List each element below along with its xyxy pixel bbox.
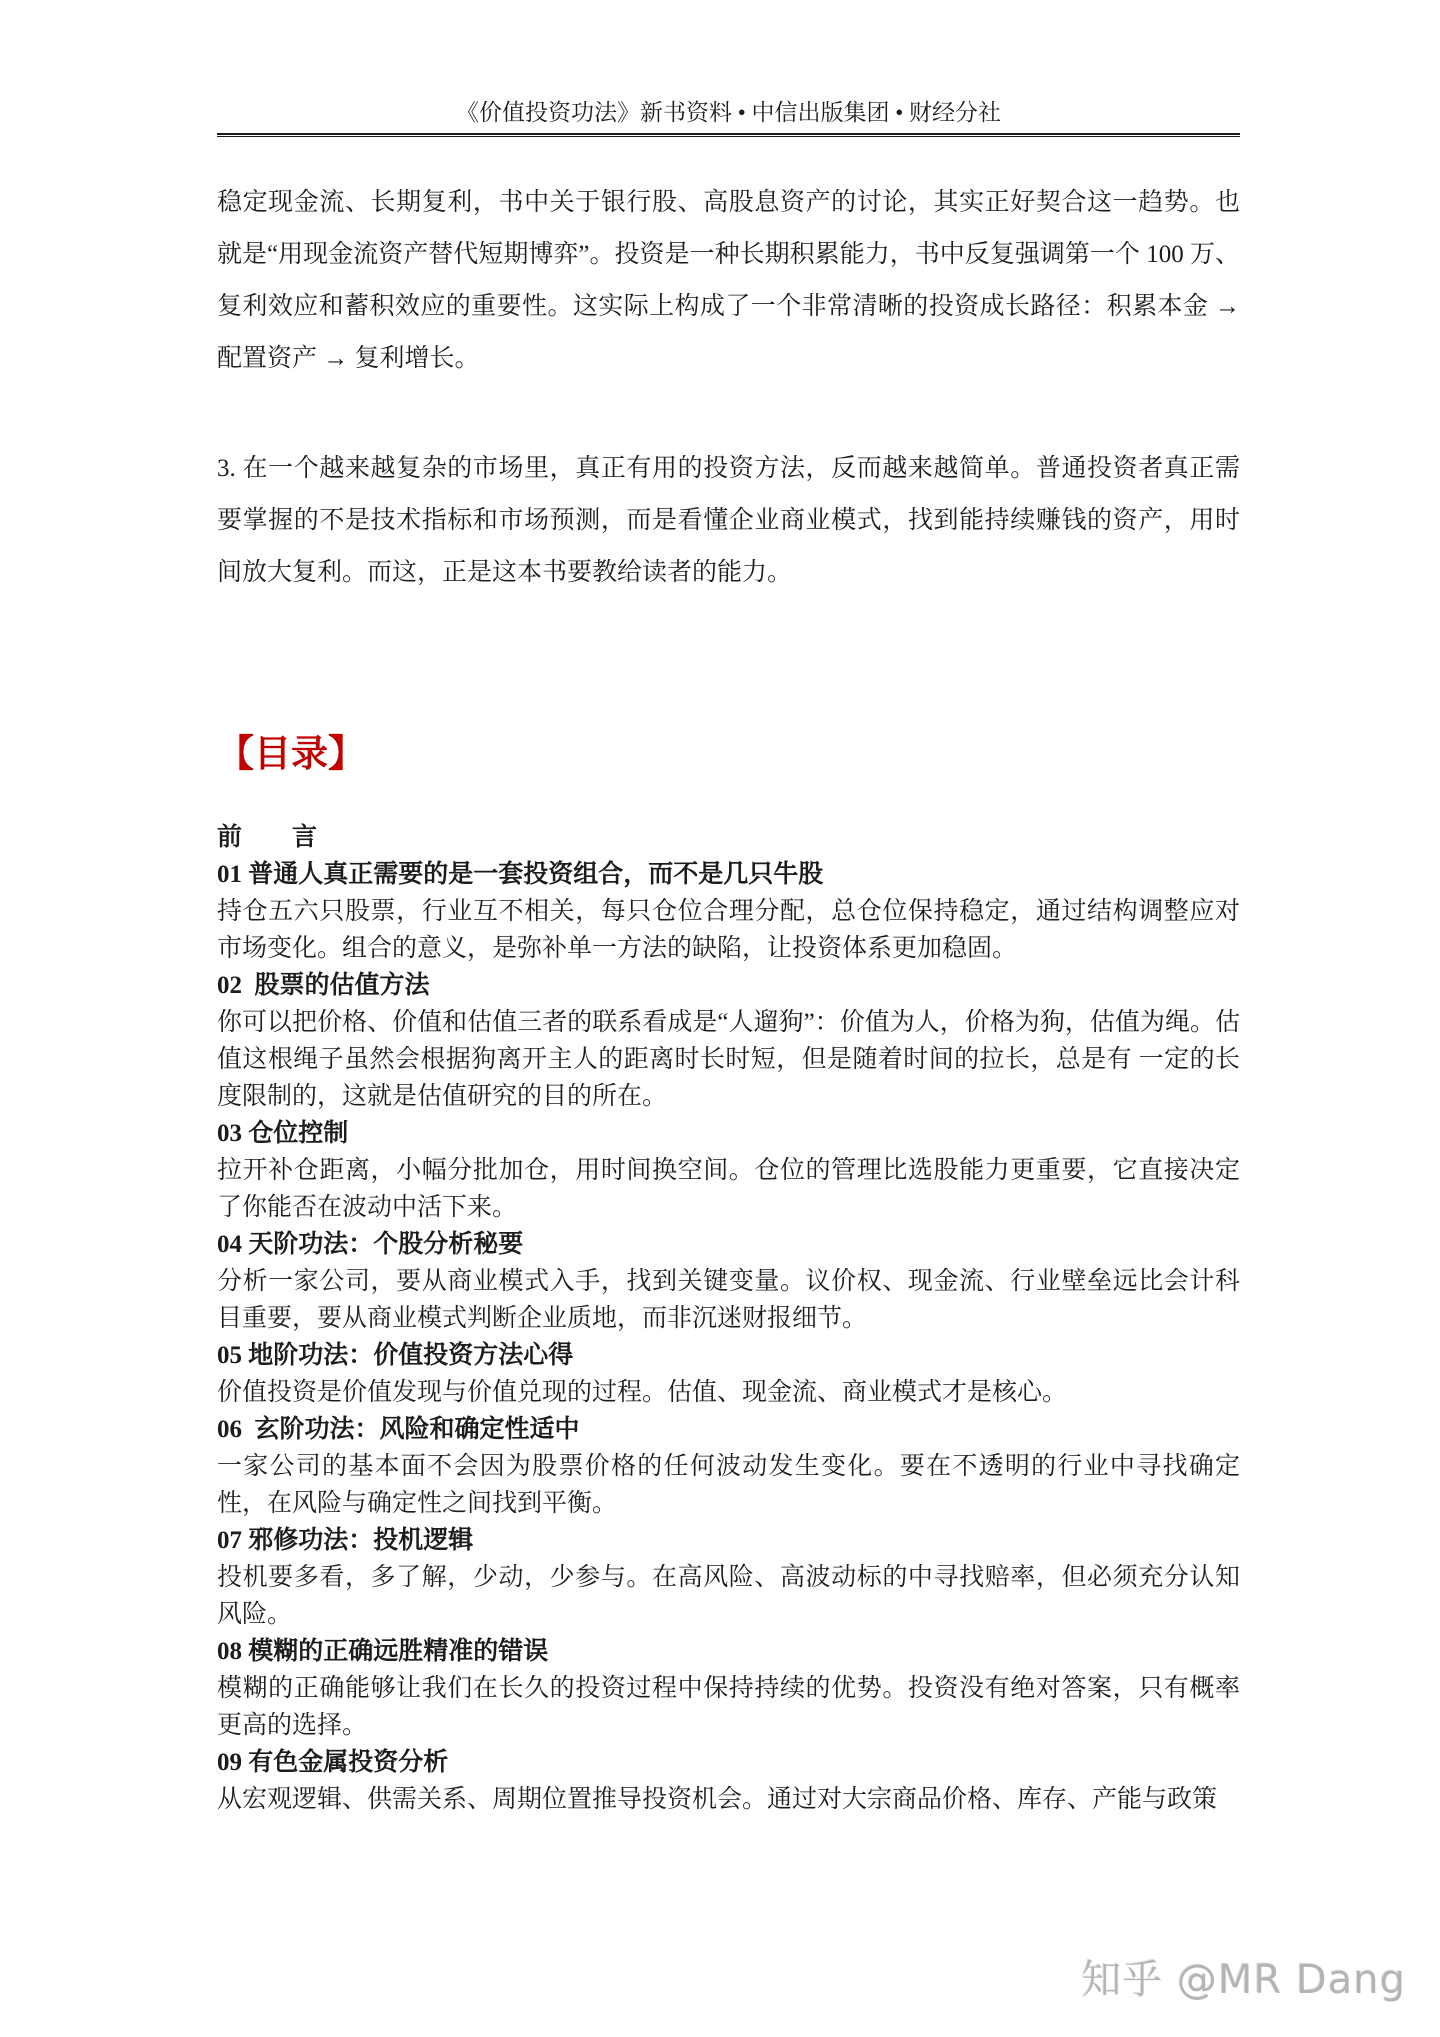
toc-entry [217,1522,1240,1633]
toc-entry-title: 01 普通人真正需要的是一套投资组合，而不是几只牛股 [217,861,824,888]
toc-entry-desc: 从宏观逻辑、供需关系、周期位置推导投资机会。通过对大宗商品价格、库存、产能与政策 [217,1786,1218,1813]
toc-entry-desc: 投机要多看，多了解，少动，少参与。在高风险、高波动标的中寻找赔率，但必须充分认知风险。 [217,1564,1240,1628]
toc-entry [217,1337,1240,1411]
toc-entry-desc: 分析一家公司，要从商业模式入手，找到关键变量。议价权、现金流、行业壁垒远比会计科目重要，要从商业模式判断企业质地，而非沉迷财报细节。 [217,1268,1240,1332]
intro-paragraph-2: 3. 在一个越来越复杂的市场里，真正有用的投资方法，反而越来越简单。普通投资者真正需要掌握的不是技术指标和市场预测，而是看懂企业商业模式，找到能持续赚钱的资产，用时间放大复利。而这，正是这本书要教给读者的能力。 [217,455,1240,586]
toc-entry-desc: 持仓五六只股票，行业互不相关，每只仓位合理分配，总仓位保持稳定，通过结构调整应对市场变化。组合的意义，是弥补单一方法的缺陷，让投资体系更加稳固。 [217,898,1240,962]
toc-entry-title: 08 模糊的正确远胜精准的错误 [217,1638,549,1665]
toc-entry [217,856,1240,967]
toc-heading: 【目录】 [217,734,365,775]
toc-entry [217,1744,1240,1818]
toc-entry-title: 06 玄阶功法：风险和确定性适中 [217,1416,580,1443]
toc-entry-title: 03 仓位控制 [217,1120,349,1147]
watermark: 知乎 @MR Dang [1081,1957,1406,2003]
toc-entry-title: 前 言 [217,824,318,851]
toc-entry [217,1633,1240,1744]
toc-entry [217,819,1240,856]
toc-entry-desc: 你可以把价格、价值和估值三者的联系看成是“人遛狗”：价值为人，价格为狗，估值为绳。估值这根绳子虽然会根据狗离开主人的距离时长时短，但是随着时间的拉长，总是有 一定的长度限制的，这就是估值研究的目的所在。 [217,1009,1240,1110]
page-header: 《价值投资功法》新书资料 • 中信出版集团 • 财经分社 [455,100,1002,125]
toc-entry [217,967,1240,1115]
page-content [217,0,1247,1818]
toc-entry [217,1411,1240,1522]
toc-entry-desc: 价值投资是价值发现与价值兑现的过程。估值、现金流、商业模式才是核心。 [217,1379,1068,1406]
intro-paragraph-1: 稳定现金流、长期复利，书中关于银行股、高股息资产的讨论，其实正好契合这一趋势。也就是“用现金流资产替代短期博弈”。投资是一种长期积累能力，书中反复强调第一个 100 万、复利效应和蓄积效应的重要性。这实际上构成了一个非常清晰的投资成长路径：积累本金 → 配置资产 → 复利增长。 [217,189,1247,372]
toc-entry-title: 04 天阶功法：个股分析秘要 [217,1231,524,1258]
toc-entry-title: 05 地阶功法：价值投资方法心得 [217,1342,574,1369]
toc-entry-desc: 拉开补仓距离，小幅分批加仓，用时间换空间。仓位的管理比选股能力更重要，它直接决定了你能否在波动中活下来。 [217,1157,1240,1221]
header-divider [217,133,1240,137]
toc-entry-title: 09 有色金属投资分析 [217,1749,449,1776]
toc-entry-title: 02 股票的估值方法 [217,972,430,999]
toc-entry-title: 07 邪修功法：投机逻辑 [217,1527,474,1554]
toc-entry [217,1226,1240,1337]
toc-list [217,819,1240,1818]
toc-entry-desc: 一家公司的基本面不会因为股票价格的任何波动发生变化。要在不透明的行业中寻找确定性，在风险与确定性之间找到平衡。 [217,1453,1240,1517]
toc-entry [217,1115,1240,1226]
toc-entry-desc: 模糊的正确能够让我们在长久的投资过程中保持持续的优势。投资没有绝对答案，只有概率更高的选择。 [217,1675,1240,1739]
